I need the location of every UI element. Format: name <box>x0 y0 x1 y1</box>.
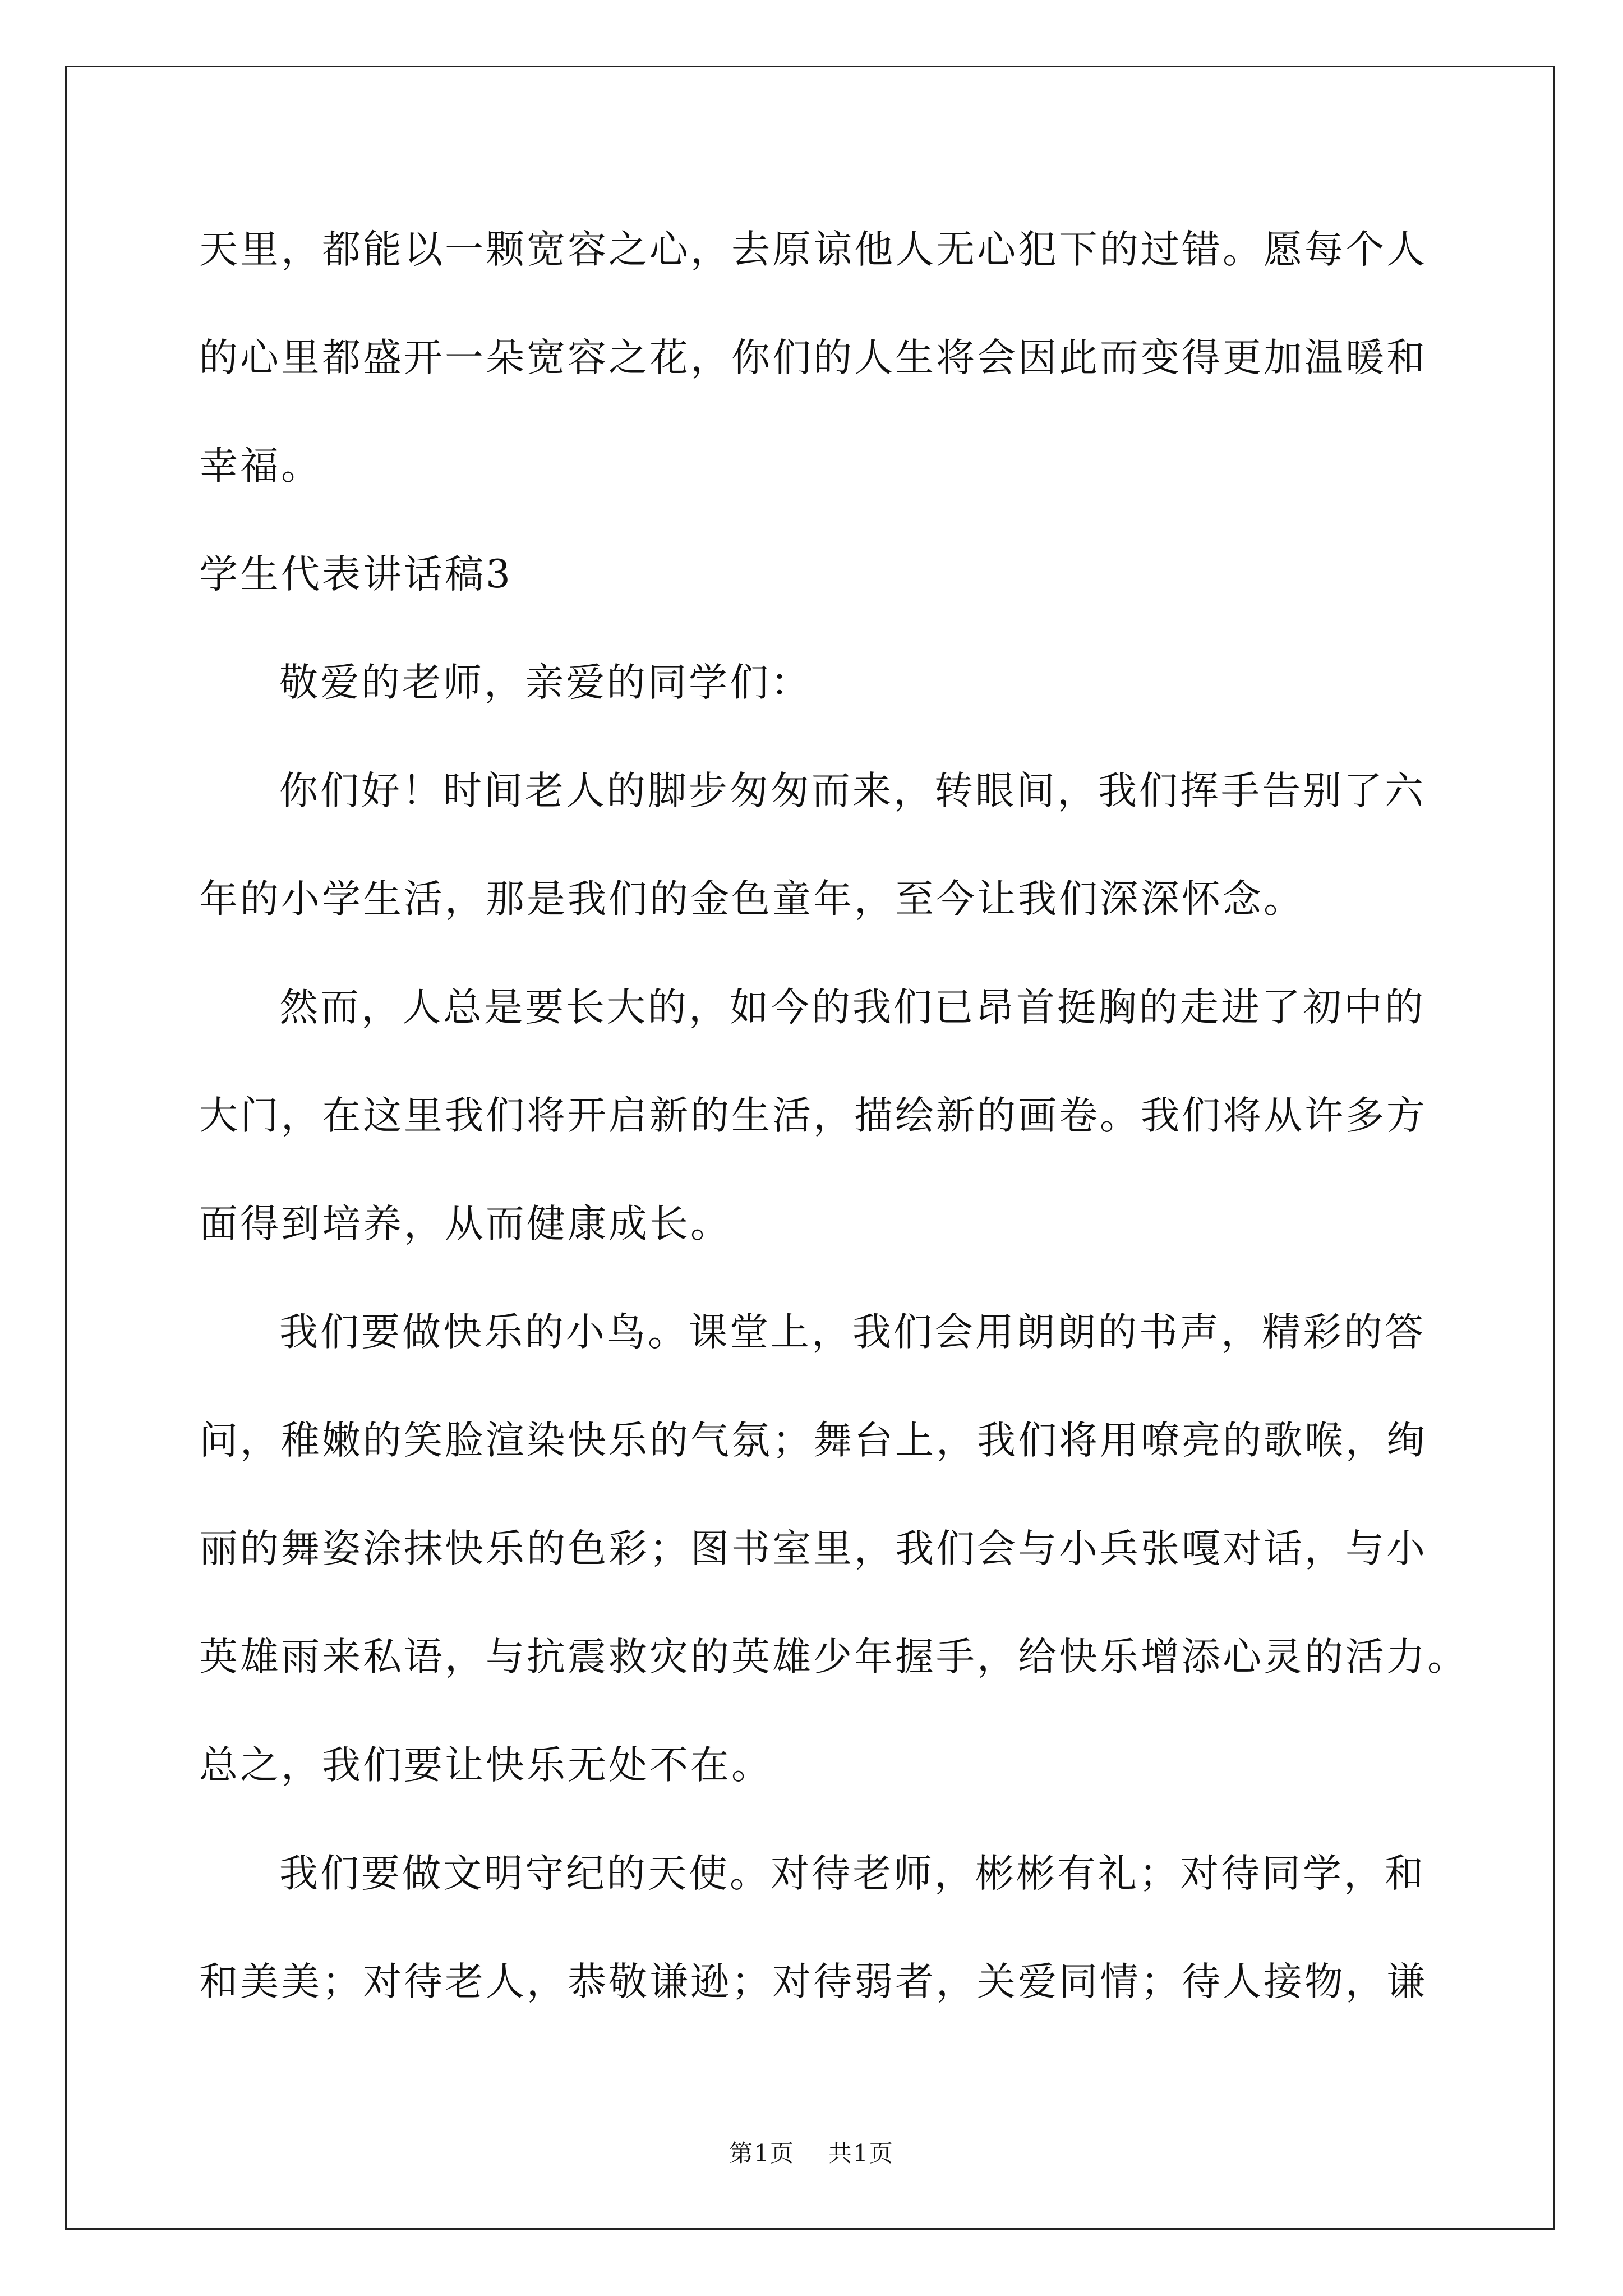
text-line: 然而，人总是要长大的，如今的我们已昂首挺胸的走进了初中的 <box>279 985 1426 1030</box>
text-line: 和美美；对待老人，恭敬谦逊；对待弱者，关爱同情；待人接物，谦 <box>199 1959 1427 2004</box>
text-line: 丽的舞姿涂抹快乐的色彩；图书室里，我们会与小兵张嘎对话，与小 <box>199 1526 1427 1571</box>
text-line: 我们要做文明守纪的天使。对待老师，彬彬有礼；对待同学，和 <box>279 1851 1426 1896</box>
text-line: 英雄雨来私语，与抗震救灾的英雄少年握手，给快乐增添心灵的活力。 <box>199 1635 1468 1680</box>
text-line: 你们好！时间老人的脚步匆匆而来，转眼间，我们挥手告别了六 <box>279 769 1426 813</box>
page-number: 第1页 <box>729 2139 795 2167</box>
text-line: 大门，在这里我们将开启新的生活，描绘新的画卷。我们将从许多方 <box>199 1093 1427 1138</box>
text-line: 幸福。 <box>199 444 322 489</box>
salutation: 敬爱的老师，亲爱的同学们： <box>279 660 811 705</box>
text-line: 面得到培养，从而健康成长。 <box>199 1202 731 1246</box>
page-border <box>65 66 1555 2230</box>
text-line: 我们要做快乐的小鸟。课堂上，我们会用朗朗的书声，精彩的答 <box>279 1310 1426 1355</box>
text-line: 总之，我们要让快乐无处不在。 <box>199 1743 772 1788</box>
text-line: 的心里都盛开一朵宽容之花，你们的人生将会因此而变得更加温暖和 <box>199 335 1427 380</box>
text-line: 天里，都能以一颗宽容之心，去原谅他人无心犯下的过错。愿每个人 <box>199 227 1427 272</box>
page-total: 共1页 <box>828 2139 894 2167</box>
text-line: 年的小学生活，那是我们的金色童年，至今让我们深深怀念。 <box>199 877 1304 922</box>
text-line: 问，稚嫩的笑脸渲染快乐的气氛；舞台上，我们将用嘹亮的歌喉，绚 <box>199 1418 1427 1463</box>
section-heading: 学生代表讲话稿3 <box>199 552 513 597</box>
page-footer <box>0 2137 1623 2170</box>
